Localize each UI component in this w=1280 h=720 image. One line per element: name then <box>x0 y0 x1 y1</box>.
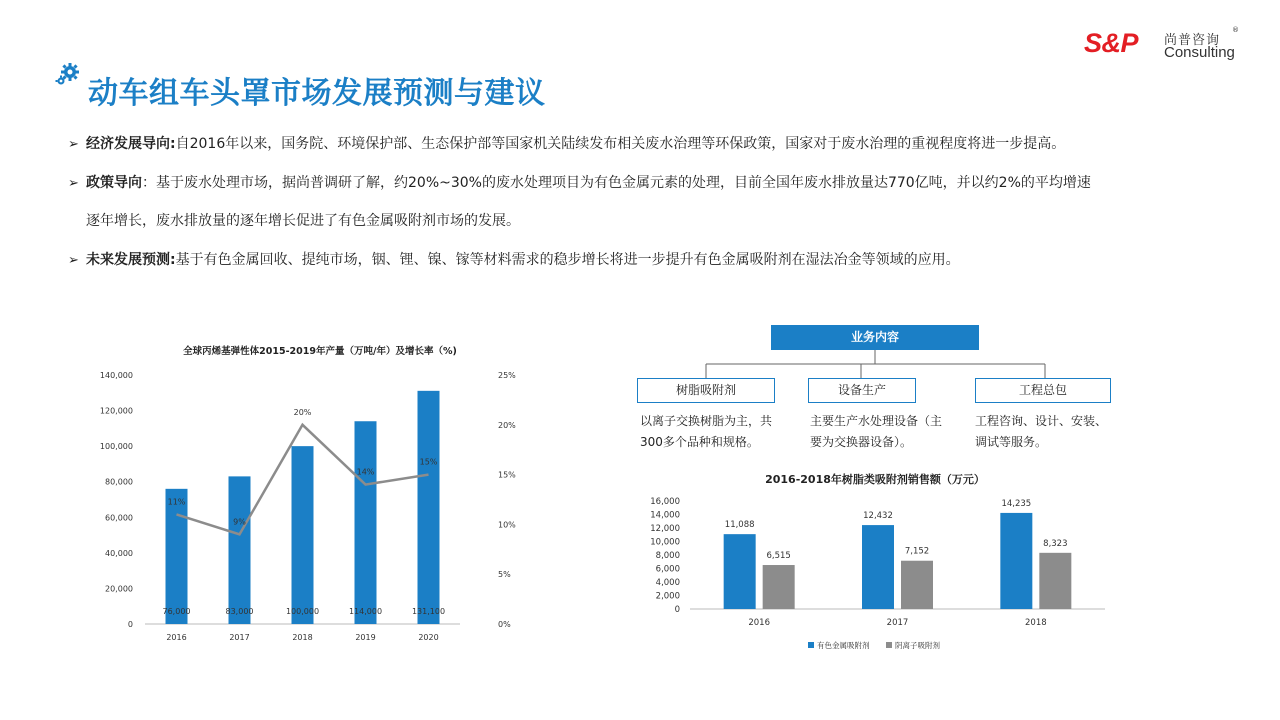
y-tick-label: 100,000 <box>99 442 133 452</box>
business-content-header: 业务内容 <box>771 325 979 350</box>
logo-registered-mark: ® <box>1232 26 1239 34</box>
y-tick-label: 10,000 <box>650 537 680 548</box>
tree-desc-line: 调试等服务。 <box>975 435 1048 449</box>
tree-desc-line: 主要生产水处理设备（主 <box>810 414 943 428</box>
tree-connectors <box>630 348 1120 380</box>
bullet-text: 基于有色金属回收、提纯市场，铟、锂、镍、镓等材料需求的稳步增长将进一步提升有色金属吸附剂在湿法冶金等领域的应用。 <box>175 252 960 268</box>
y-tick-label: 14,000 <box>650 510 680 521</box>
x-tick-label: 2017 <box>229 633 250 642</box>
y2-tick-label: 5% <box>498 570 511 580</box>
tree-desc-resin <box>640 411 772 453</box>
y-tick-label: 140,000 <box>99 371 133 380</box>
x-tick-label: 2020 <box>418 633 439 642</box>
bullet-label: 未来发展预测: <box>86 252 176 268</box>
line-data-label: 9% <box>233 517 246 527</box>
arrow-bullet-icon: ➢ <box>68 176 79 191</box>
page-title: 动车组车头罩市场发展预测与建议 <box>88 76 546 111</box>
y-tick-label: 0 <box>674 605 680 615</box>
bullet-text: 自2016年以来，国务院、环境保护部、生态保护部等国家机关陆续发布相关废水治理等环保政策，国家对于废水治理的重视程度将进一步提高。 <box>175 136 1066 152</box>
bullet-label: 政策导向 <box>86 175 142 191</box>
bar-data-label: 11,088 <box>724 520 755 531</box>
tree-desc-epc <box>975 411 1107 453</box>
chart-title: 2016-2018年树脂类吸附剂销售额（万元） <box>765 473 985 486</box>
y2-tick-label: 0% <box>498 620 511 629</box>
logo-english-name: Consulting <box>1164 44 1235 61</box>
line-data-label: 15% <box>419 457 438 467</box>
y-tick-label: 6,000 <box>655 564 680 575</box>
x-tick-label: 2016 <box>166 633 187 642</box>
y2-tick-label: 15% <box>498 470 516 480</box>
bullet-label: 经济发展导向: <box>86 136 176 152</box>
bar-data-label: 12,432 <box>863 511 893 522</box>
x-tick-label: 2017 <box>886 618 909 628</box>
bar-data-label: 14,235 <box>1001 498 1032 509</box>
bar <box>418 391 440 624</box>
y-tick-label: 20,000 <box>105 584 133 594</box>
bullet-text: ：基于废水处理市场，据尚普调研了解，约20%~30%的废水处理项目为有色金属元素的处理，目前全国年废水排放量达770亿吨，并以约2%的平均增速 <box>142 175 1091 191</box>
bar-data-label: 6,515 <box>766 551 791 562</box>
x-tick-label: 2016 <box>748 618 770 628</box>
y-tick-label: 8,000 <box>655 551 680 561</box>
bar-data-label: 100,000 <box>285 607 320 616</box>
bar <box>355 421 377 624</box>
y-tick-label: 12,000 <box>650 524 680 534</box>
tree-desc-line: 300多个品种和规格。 <box>640 435 759 449</box>
y2-tick-label: 25% <box>498 371 516 380</box>
tree-desc-line: 要为交换器设备）。 <box>810 435 913 449</box>
y-tick-label: 4,000 <box>655 578 680 588</box>
line-data-label: 14% <box>356 467 375 477</box>
bar <box>166 489 188 624</box>
bar <box>292 446 314 624</box>
production-growth-chart <box>90 335 540 655</box>
line-data-label: 11% <box>167 497 186 507</box>
tree-desc-line: 以离子交换树脂为主，共 <box>640 414 773 428</box>
arrow-bullet-icon: ➢ <box>68 137 79 152</box>
tree-item-resin-adsorbent: 树脂吸附剂 <box>637 378 775 403</box>
bar-data-label: 114,000 <box>348 607 383 616</box>
y2-tick-label: 10% <box>498 520 516 530</box>
bar <box>1039 553 1071 609</box>
tree-desc-line: 工程咨询、设计、安装、 <box>975 414 1108 428</box>
tree-item-equipment: 设备生产 <box>808 378 916 403</box>
y-tick-label: 16,000 <box>650 497 680 507</box>
bar <box>763 565 795 609</box>
arrow-bullet-icon: ➢ <box>68 253 79 268</box>
legend-label: 有色金属吸附剂 <box>817 641 870 650</box>
line-data-label: 20% <box>293 407 312 417</box>
x-tick-label: 2018 <box>292 633 313 642</box>
resin-sales-chart <box>630 466 1120 656</box>
tree-desc-equipment <box>810 411 942 453</box>
bar-data-label: 76,000 <box>162 607 191 616</box>
bar <box>862 525 894 609</box>
legend-swatch <box>886 642 892 648</box>
bullet-forecast <box>68 250 960 271</box>
logo-chinese-name: 尚普咨询 <box>1164 33 1221 48</box>
legend-swatch <box>808 642 814 648</box>
bullet-policy <box>68 173 1091 194</box>
chart-title: 全球丙烯基弹性体2015-2019年产量（万吨/年）及增长率（%) <box>183 346 457 357</box>
tree-item-epc: 工程总包 <box>975 378 1111 403</box>
x-tick-label: 2018 <box>1025 618 1047 628</box>
y2-tick-label: 20% <box>498 420 516 430</box>
y-tick-label: 40,000 <box>105 548 133 558</box>
bar-data-label: 7,152 <box>904 546 930 557</box>
y-tick-label: 60,000 <box>105 513 133 523</box>
legend-label: 阴离子吸附剂 <box>895 641 940 650</box>
bar <box>901 561 933 609</box>
bar-data-label: 8,323 <box>1043 538 1068 549</box>
gear-icon <box>54 60 82 88</box>
y-tick-label: 0 <box>127 620 133 629</box>
y-tick-label: 2,000 <box>655 591 680 602</box>
bullet-policy-continuation: 逐年增长，废水排放量的逐年增长促进了有色金属吸附剂市场的发展。 <box>86 213 520 229</box>
company-logo <box>1084 26 1244 66</box>
bar-data-label: 131,100 <box>411 607 446 616</box>
bar-data-label: 83,000 <box>225 607 254 616</box>
y-tick-label: 80,000 <box>105 477 133 487</box>
bullet-economic <box>68 134 1065 155</box>
bar <box>724 534 756 609</box>
bar <box>1000 513 1032 609</box>
bar <box>229 476 251 624</box>
x-tick-label: 2019 <box>355 633 376 642</box>
logo-mark: S&P <box>1084 28 1139 58</box>
y-tick-label: 120,000 <box>99 406 133 416</box>
